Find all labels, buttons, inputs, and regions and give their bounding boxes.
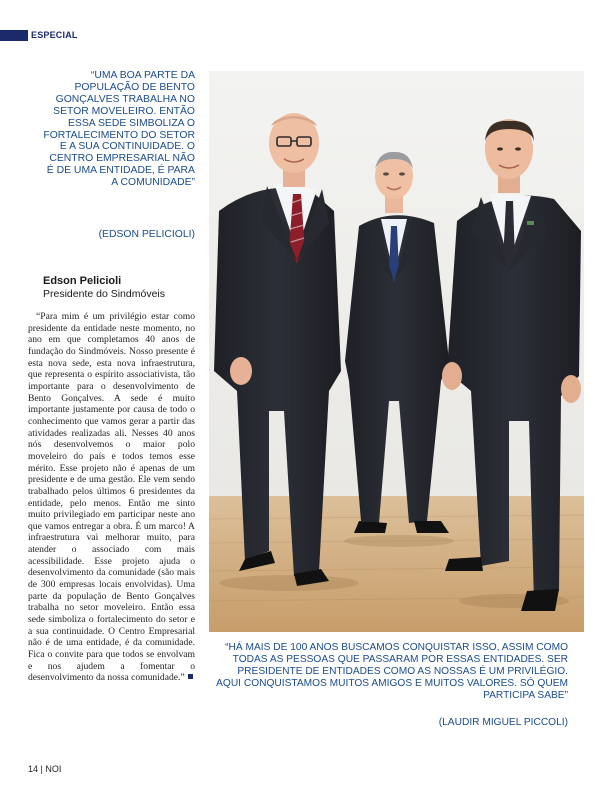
group-photo <box>209 71 584 632</box>
pull-quote-edson-author: (EDSON PELICIOLI) <box>98 229 195 240</box>
article-paragraph <box>28 311 195 684</box>
section-marker-bar <box>0 30 28 41</box>
article-paragraph-text: “Para mim é um privilégio estar como presidente da entidade neste momento, no ano em que completamos 40 anos de fundação do Sindmóveis. Nosso presente é esta nova sede, esta nova infraestrutura, que representa o espírito associativista, tão importante para o desenvolvimento de Bento Gonçalves. A sede é muito importante justamente por causa de todo o conhecimento que vamos gerar a partir das atividades realizadas ali. Nesses 40 anos nós desenvolvemos o maior polo moveleiro do país e todos temos esse mérito. Esse projeto não é apenas de um presidente e de uma gestão. Ele vem sendo trabalhado pelos últimos 6 presidentes da entidade, pelo menos. Então me sinto muito privilegiado em participar neste ano que vamos entregar a obra. É um marco! A infraestrutura vai melhorar muito, para atender o associado com mais acessibilidade. Esse projeto ajuda o desenvolvimento da comunidade (são mais de 300 empresas locais envolvidas). Uma parte da população de Bento Gonçalves trabalha no setor moveleiro. Então essa sede simboliza o fortalecimento do setor e a sua continuidade. O Centro Empresarial não é de uma entidade, é da comunidade. Fica o convite para que todos se envolvam e nos ajudem a fomentar o desenvolvimento da nossa comunidade.” <box>28 311 195 684</box>
end-of-article-mark <box>188 674 193 679</box>
speaker-name: Edson Pelicioli <box>43 275 122 287</box>
pull-quote-laudir: “HÁ MAIS DE 100 ANOS BUSCAMOS CONQUISTAR ISSO, ASSIM COMO TODAS AS PESSOAS QUE PASSARAM POR ESSAS ENTIDADES. SER PRESIDENTE DE ENTIDADES COMO AS NOSSAS É UM PRIVILÉGIO. AQUI CONQUISTAMOS MUITOS AMIGOS E MUITOS VALORES. SÓ QUEM PARTICIPA SABE” <box>216 642 568 702</box>
group-photo-illustration <box>209 71 584 632</box>
pull-quote-edson: “UMA BOA PARTE DA POPULAÇÃO DE BENTO GONÇALVES TRABALHA NO SETOR MOVELEIRO. ENTÃO ESSA SEDE SIMBOLIZA O FORTALECIMENTO DO SETOR E A SUA CONTINUIDADE. O CENTRO EMPRESARIAL NÃO É DE UMA ENTIDADE, É PARA A COMUNIDADE” <box>43 70 195 189</box>
section-label: ESPECIAL <box>31 30 78 40</box>
article-body <box>28 311 195 684</box>
page-folio: 14 | NOI <box>28 764 62 774</box>
speaker-role: Presidente do Sindmóveis <box>43 288 165 300</box>
pull-quote-laudir-author: (LAUDIR MIGUEL PICCOLI) <box>438 717 568 728</box>
